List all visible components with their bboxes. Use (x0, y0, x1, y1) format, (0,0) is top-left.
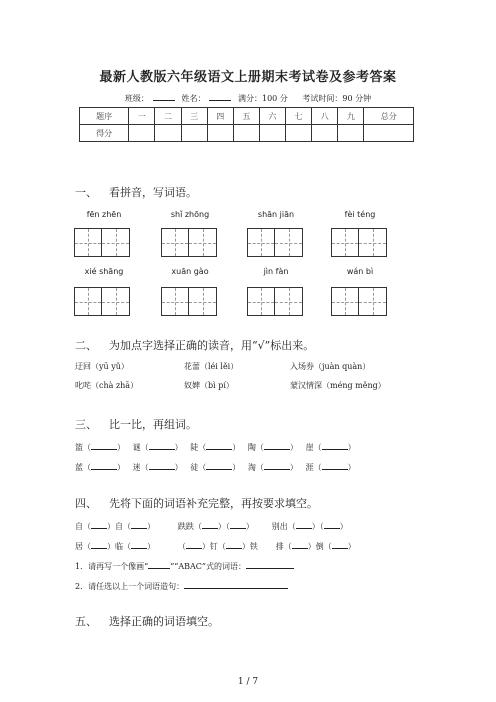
score-cell[interactable] (364, 125, 414, 142)
section-title: 看拼音，写词语。 (109, 186, 197, 199)
section-4-heading (75, 495, 318, 511)
idiom-text: 自（ (75, 522, 91, 531)
idiom-text: ）铁 (241, 542, 258, 551)
reading-item[interactable]: 花蕾（léi lěi） (184, 362, 239, 371)
answer-blank[interactable] (148, 568, 170, 569)
compare-row-1: 篮（ ） 谜（ ） 陡（ ） 陶（ ） 崖（ ） (75, 443, 356, 452)
compare-char: 陶 (247, 443, 256, 452)
section-title: 比一比，再组词。 (109, 418, 197, 431)
reading-item[interactable]: 入场券（juàn quàn） (290, 362, 371, 371)
score-cell[interactable] (338, 125, 364, 142)
answer-blank[interactable] (322, 469, 348, 470)
answer-blank[interactable] (296, 528, 312, 529)
score-cell[interactable] (312, 125, 338, 142)
idiom-text: 跌跌（ (177, 522, 202, 531)
writing-grid[interactable] (161, 228, 217, 257)
writing-grid[interactable] (331, 287, 387, 316)
exam-time: 考试时间：90 分钟 (302, 94, 372, 103)
section-3-heading (75, 416, 197, 432)
pinyin-label: shǐ zhōng (170, 210, 210, 219)
answer-blank[interactable] (186, 548, 202, 549)
compare-char: 蓝 (75, 463, 83, 472)
section-number: 四、 (75, 497, 97, 510)
answer-blank[interactable] (91, 469, 117, 470)
score-header-cell: 一 (129, 108, 155, 125)
section-1-heading (75, 184, 197, 200)
score-cell[interactable] (155, 125, 181, 142)
idiom-text: 居（ (75, 542, 91, 551)
reading-item[interactable]: 蒙汉情深（méng měng） (290, 381, 386, 390)
score-table (79, 107, 414, 142)
score-header-row (80, 108, 414, 125)
idiom-row-1 (75, 521, 348, 532)
score-header-cell: 八 (312, 108, 338, 125)
section-5-heading (75, 613, 219, 629)
score-cell[interactable] (181, 125, 207, 142)
answer-blank[interactable] (324, 528, 340, 529)
idiom-text: （ (177, 542, 186, 551)
answer-blank[interactable] (264, 469, 290, 470)
writing-grid[interactable] (247, 287, 303, 316)
compare-char: 涯 (305, 463, 314, 472)
score-header-cell: 三 (181, 108, 207, 125)
compare-row-2: 蓝（ ） 迷（ ） 徒（ ） 淘（ ） 涯（ ） (75, 463, 356, 472)
reading-item[interactable]: 迂回（yū yǔ） (75, 362, 129, 371)
answer-blank[interactable] (322, 449, 348, 450)
answer-blank[interactable] (131, 528, 147, 529)
score-header-cell: 四 (207, 108, 233, 125)
answer-blank[interactable] (149, 469, 175, 470)
question-text: 2．请任选以上一个词语造句： (75, 582, 185, 591)
answer-blank[interactable] (91, 449, 117, 450)
compare-char: 谜 (132, 443, 141, 452)
score-header-cell: 题序 (80, 108, 129, 125)
answer-blank[interactable] (184, 588, 288, 589)
question-1 (75, 561, 294, 572)
idiom-text: ） (339, 522, 348, 531)
score-cell[interactable] (207, 125, 233, 142)
answer-blank[interactable] (131, 548, 147, 549)
score-cell[interactable] (129, 125, 155, 142)
score-header-cell: 七 (286, 108, 312, 125)
idiom-text: 别出（ (271, 522, 296, 531)
score-header-cell: 五 (233, 108, 259, 125)
writing-grid[interactable] (161, 287, 217, 316)
section-2-heading (75, 337, 314, 353)
answer-blank[interactable] (332, 548, 348, 549)
idiom-row-2 (75, 541, 356, 552)
idiom-text: ）钉（ (201, 542, 226, 551)
compare-char: 淘 (247, 463, 256, 472)
section-title: 选择正确的词语填空。 (109, 615, 219, 628)
exam-info (0, 92, 496, 104)
answer-blank[interactable] (292, 548, 308, 549)
writing-grid[interactable] (247, 228, 303, 257)
class-label: 班级： (124, 94, 149, 103)
question-text: ”“ABAC”式的词语： (170, 562, 247, 571)
pinyin-label: shān jiān (257, 210, 295, 219)
name-label: 姓名： (181, 94, 206, 103)
writing-grid[interactable] (331, 228, 387, 257)
pinyin-label: xuān gào (171, 267, 209, 276)
compare-char: 迷 (132, 463, 141, 472)
score-row-label: 得分 (80, 125, 129, 142)
score-cell[interactable] (286, 125, 312, 142)
answer-blank[interactable] (91, 548, 107, 549)
page-number: 1 / 7 (237, 677, 259, 687)
compare-char: 徒 (190, 463, 199, 472)
reading-item[interactable]: 奴婢（bì pí） (184, 381, 234, 390)
answer-blank[interactable] (230, 528, 246, 529)
question-2 (75, 581, 288, 592)
section-number: 二、 (75, 339, 97, 352)
answer-blank[interactable] (206, 469, 232, 470)
writing-grid[interactable] (74, 228, 130, 257)
answer-blank[interactable] (206, 449, 232, 450)
score-header-cell: 六 (259, 108, 285, 125)
answer-blank[interactable] (226, 548, 242, 549)
full-score: 满分：100 分 (238, 94, 288, 103)
idiom-text: 排（ (275, 542, 292, 551)
idiom-text: ）（ (217, 522, 230, 531)
score-cell[interactable] (259, 125, 285, 142)
idiom-text: ） (347, 542, 356, 551)
page-title: 最新人教版六年级语文上册期末考试卷及参考答案 (99, 70, 397, 85)
idiom-text: ） (147, 542, 155, 551)
compare-char: 篮 (75, 443, 83, 452)
reading-item[interactable]: 叱咤（chà zhā） (75, 381, 139, 390)
answer-blank[interactable] (202, 528, 218, 529)
compare-char: 陡 (190, 443, 199, 452)
score-header-cell: 总分 (364, 108, 414, 125)
question-text: 1．请再写一个像画“ (75, 562, 149, 571)
pinyin-label: jìn fàn (263, 267, 289, 276)
idiom-text: ）临（ (107, 542, 131, 551)
section-number: 五、 (75, 615, 97, 628)
section-number: 一、 (75, 186, 97, 199)
idiom-text: ）自（ (107, 522, 131, 531)
pinyin-label: fēn zhēn (86, 210, 122, 219)
section-title: 为加点字选择正确的读音，用“√”标出来。 (109, 339, 315, 352)
class-blank (153, 92, 175, 101)
idiom-text: ） (245, 522, 254, 531)
section-title: 先将下面的词语补充完整，再按要求填空。 (109, 497, 318, 510)
answer-blank[interactable] (91, 528, 107, 529)
section-number: 三、 (75, 418, 97, 431)
compare-char: 崖 (305, 443, 314, 452)
name-blank (209, 92, 231, 101)
answer-blank[interactable] (246, 568, 294, 569)
pinyin-label: xié shāng (84, 267, 124, 276)
pinyin-label: wán bì (346, 267, 374, 276)
answer-blank[interactable] (264, 449, 290, 450)
score-row (80, 125, 414, 142)
idiom-text: ） (147, 522, 155, 531)
idiom-text: ）（ (311, 522, 324, 531)
pinyin-label: fèi téng (344, 210, 376, 219)
score-cell[interactable] (233, 125, 259, 142)
score-header-cell: 九 (338, 108, 364, 125)
answer-blank[interactable] (149, 449, 175, 450)
score-header-cell: 二 (155, 108, 181, 125)
idiom-text: ）倒（ (307, 542, 332, 551)
writing-grid[interactable] (74, 287, 130, 316)
